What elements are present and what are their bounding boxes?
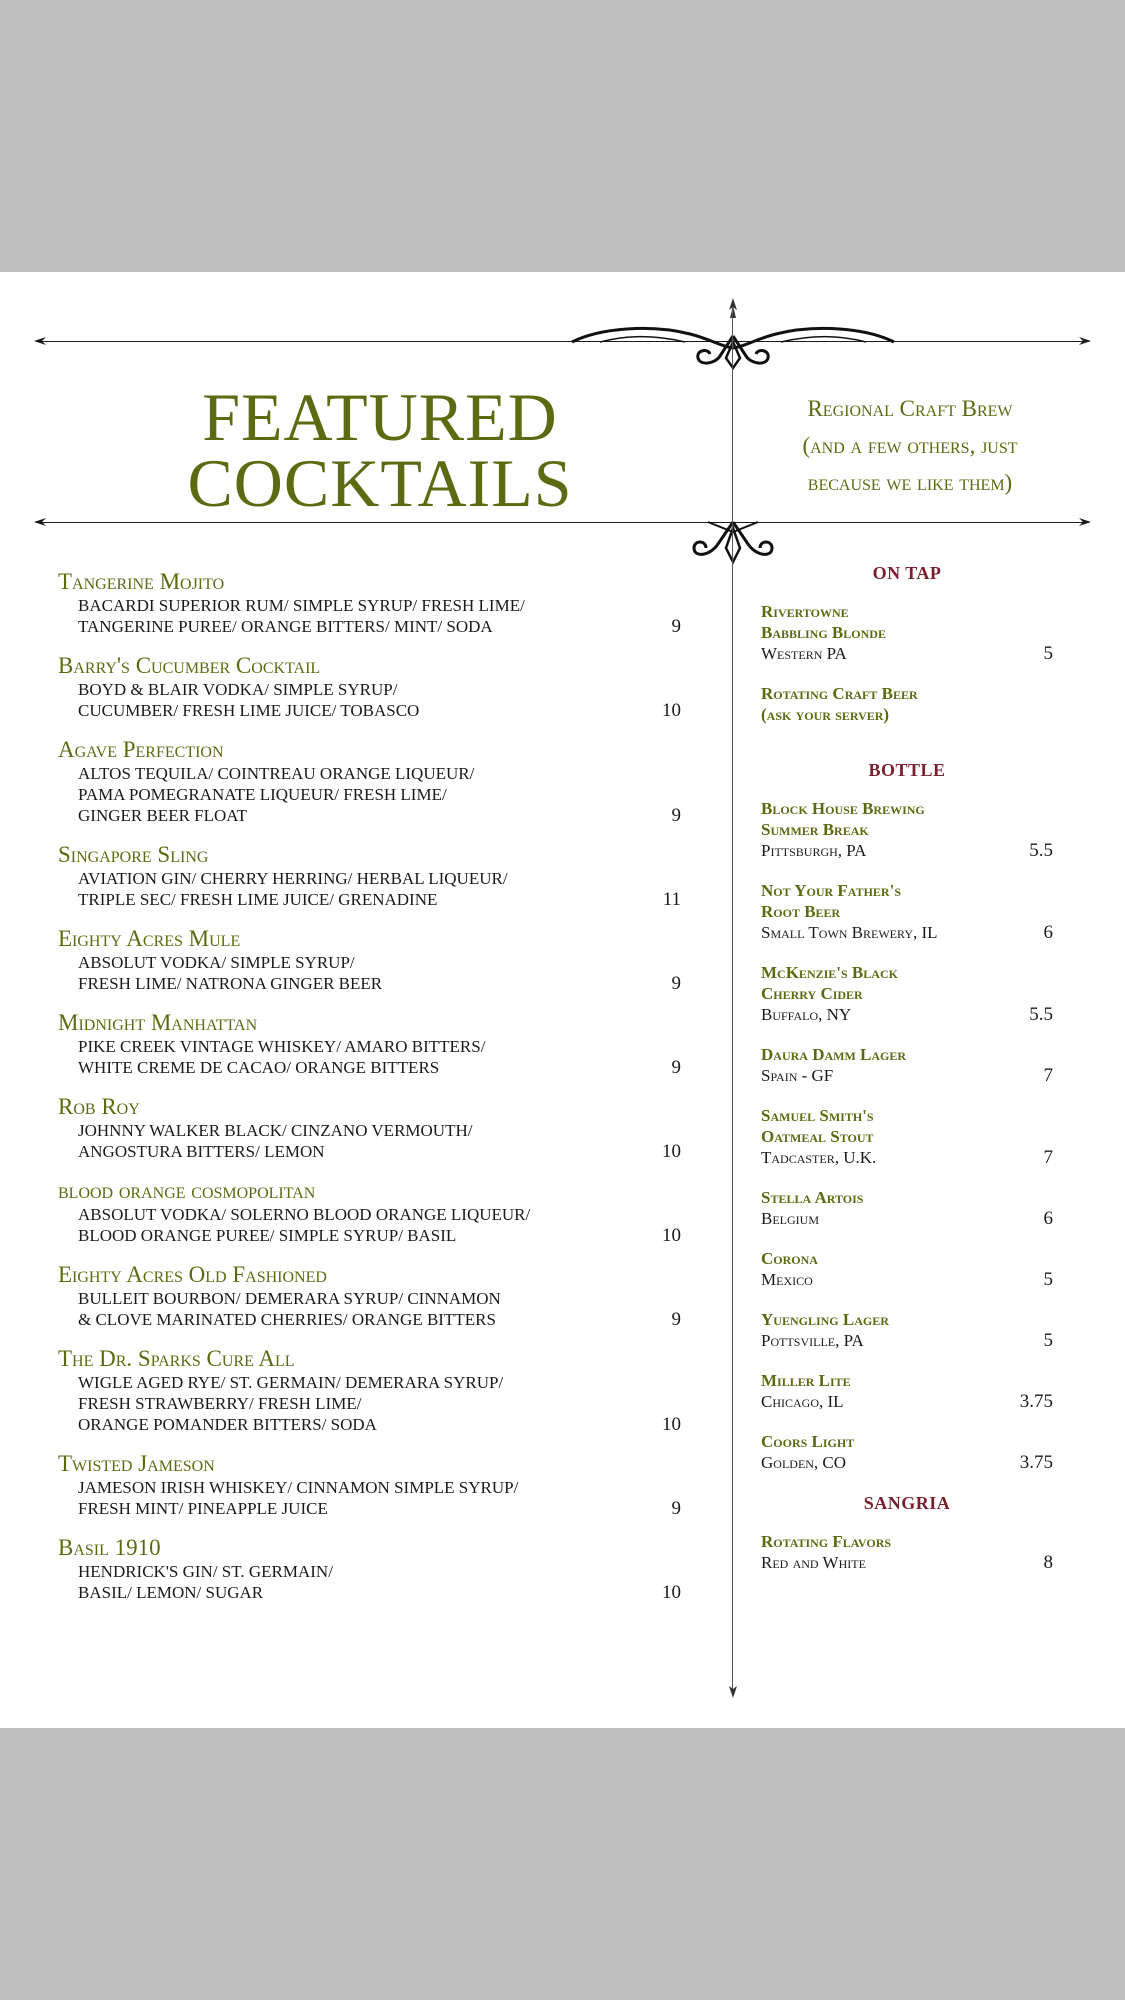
cocktail-ingredients: ABSOLUT VODKA/ SIMPLE SYRUP/: [78, 953, 355, 972]
beer-name: Rotating Flavors: [761, 1532, 892, 1551]
beer-item: [761, 880, 1053, 943]
cocktail-item: [58, 1009, 683, 1078]
cocktail-ingredients: WIGLE AGED RYE/ ST. GERMAIN/ DEMERARA SYRUP/: [78, 1373, 504, 1392]
cocktail-item: [58, 1093, 683, 1162]
cocktail-name: The Dr. Sparks Cure All: [58, 1346, 295, 1371]
arrow-right-ornament-icon: [1079, 337, 1091, 345]
cocktail-price: 10: [662, 700, 681, 721]
beer-subtitle: [748, 390, 1072, 501]
cocktail-price: 9: [671, 616, 681, 637]
cocktail-ingredients: ORANGE POMANDER BITTERS/ SODA: [78, 1415, 377, 1434]
beer-name: (ask your server): [761, 705, 890, 724]
beer-origin: Pittsburgh, PA: [761, 841, 867, 860]
cocktail-item: [58, 1261, 683, 1330]
cocktail-ingredients: TANGERINE PUREE/ ORANGE BITTERS/ MINT/ SODA: [78, 617, 493, 636]
cocktail-name: Eighty Acres Mule: [58, 926, 241, 951]
cocktail-price: 9: [671, 973, 681, 994]
beer-price: 5.5: [1029, 1004, 1053, 1025]
cocktail-item: [58, 925, 683, 994]
cocktail-item: [58, 841, 683, 910]
column-divider-line: [732, 302, 733, 1692]
cocktail-name: Rob Roy: [58, 1094, 140, 1119]
flourish-top-icon: [560, 306, 910, 376]
cocktail-name: Barry's Cucumber Cocktail: [58, 653, 321, 678]
beer-name: Miller Lite: [761, 1371, 851, 1390]
cocktail-price: 9: [671, 1057, 681, 1078]
beer-item: [761, 1531, 1053, 1573]
cocktail-ingredients: & CLOVE MARINATED CHERRIES/ ORANGE BITTERS: [78, 1310, 496, 1329]
cocktail-list: [58, 568, 683, 1618]
cocktail-price: 10: [662, 1414, 681, 1435]
beer-name: Babbling Blonde: [761, 623, 886, 642]
beer-item: [761, 798, 1053, 861]
cocktail-ingredients: BULLEIT BOURBON/ DEMERARA SYRUP/ CINNAMON: [78, 1289, 501, 1308]
cocktail-item: [58, 652, 683, 721]
cocktail-name: Tangerine Mojito: [58, 569, 225, 594]
cocktail-price: 10: [662, 1225, 681, 1246]
menu-page: [0, 272, 1125, 1728]
beer-price: 8: [1043, 1552, 1053, 1573]
beer-item: [761, 1248, 1053, 1290]
section-heading: BOTTLE: [868, 760, 946, 780]
cocktail-ingredients: PIKE CREEK VINTAGE WHISKEY/ AMARO BITTERS/: [78, 1037, 486, 1056]
cocktail-ingredients: TRIPLE SEC/ FRESH LIME JUICE/ GRENADINE: [78, 890, 438, 909]
beer-price: 3.75: [1019, 1452, 1053, 1473]
title-line-1: FEATURED: [202, 379, 558, 455]
beer-name: Rotating Craft Beer: [761, 684, 918, 703]
beer-item: [761, 962, 1053, 1025]
arrow-up-ornament-icon: [727, 298, 739, 310]
beer-name: Samuel Smith's: [761, 1106, 874, 1125]
beer-name: Coors Light: [761, 1432, 855, 1451]
subtitle-line-2: (and a few others, just: [802, 433, 1018, 458]
beer-name: Summer Break: [761, 820, 869, 839]
beer-name: Yuengling Lager: [761, 1310, 889, 1329]
beer-origin: Small Town Brewery, IL: [761, 923, 938, 942]
cocktail-item: [58, 1345, 683, 1435]
beer-origin: Golden, CO: [761, 1453, 847, 1472]
beer-origin: Spain - GF: [761, 1066, 834, 1085]
beer-item: [761, 1187, 1053, 1229]
beer-item: [761, 1105, 1053, 1168]
beer-name: Not Your Father's: [761, 881, 901, 900]
beer-list: [761, 562, 1053, 1592]
cocktail-ingredients: ANGOSTURA BITTERS/ LEMON: [78, 1142, 325, 1161]
cocktail-ingredients: JAMESON IRISH WHISKEY/ CINNAMON SIMPLE SYRUP/: [78, 1478, 519, 1497]
beer-item: [761, 1044, 1053, 1086]
cocktail-name: Midnight Manhattan: [58, 1010, 258, 1035]
cocktail-ingredients: FRESH LIME/ NATRONA GINGER BEER: [78, 974, 383, 993]
cocktail-name: Basil 1910: [58, 1535, 161, 1560]
beer-origin: Pottsville, PA: [761, 1331, 864, 1350]
cocktail-item: [58, 1534, 683, 1603]
cocktail-name: Agave Perfection: [58, 737, 224, 762]
page-title: [60, 379, 700, 521]
beer-name: Block House Brewing: [761, 799, 925, 818]
cocktail-ingredients: JOHNNY WALKER BLACK/ CINZANO VERMOUTH/: [78, 1121, 473, 1140]
beer-origin: Red and White: [761, 1553, 866, 1572]
beer-item: [761, 683, 1053, 725]
cocktail-ingredients: FRESH MINT/ PINEAPPLE JUICE: [78, 1499, 328, 1518]
section-heading: ON TAP: [872, 563, 942, 583]
cocktail-ingredients: ABSOLUT VODKA/ SOLERNO BLOOD ORANGE LIQUEUR/: [78, 1205, 531, 1224]
cocktail-ingredients: CUCUMBER/ FRESH LIME JUICE/ TOBASCO: [78, 701, 420, 720]
arrow-down-ornament-icon: [727, 1686, 739, 1698]
cocktail-price: 9: [671, 805, 681, 826]
beer-price: 3.75: [1019, 1391, 1053, 1412]
beer-item: [761, 1431, 1053, 1473]
subtitle-line-3: because we like them): [807, 470, 1013, 495]
beer-origin: Buffalo, NY: [761, 1005, 852, 1024]
cocktail-item: [58, 568, 683, 637]
cocktail-ingredients: PAMA POMEGRANATE LIQUEUR/ FRESH LIME/: [78, 785, 447, 804]
beer-price: 6: [1043, 1208, 1053, 1229]
beer-name: McKenzie's Black: [761, 963, 898, 982]
cocktail-ingredients: BLOOD ORANGE PUREE/ SIMPLE SYRUP/ BASIL: [78, 1226, 457, 1245]
beer-origin: Mexico: [761, 1270, 813, 1289]
section-heading: SANGRIA: [863, 1493, 951, 1513]
cocktail-ingredients: BACARDI SUPERIOR RUM/ SIMPLE SYRUP/ FRESH LIME/: [78, 596, 525, 615]
cocktail-price: 11: [662, 889, 681, 910]
beer-price: 5: [1043, 1330, 1053, 1351]
cocktail-price: 9: [671, 1498, 681, 1519]
beer-name: Cherry Cider: [761, 984, 863, 1003]
beer-name: Root Beer: [761, 902, 841, 921]
cocktail-ingredients: FRESH STRAWBERRY/ FRESH LIME/: [78, 1394, 362, 1413]
beer-price: 7: [1043, 1065, 1053, 1086]
beer-price: 5.5: [1029, 840, 1053, 861]
beer-item: [761, 601, 1053, 664]
cocktail-ingredients: GINGER BEER FLOAT: [78, 806, 248, 825]
subtitle-line-1: Regional Craft Brew: [807, 396, 1013, 421]
cocktail-item: [58, 736, 683, 826]
arrow-left-ornament-icon: [34, 518, 46, 526]
cocktail-ingredients: HENDRICK'S GIN/ ST. GERMAIN/: [78, 1562, 333, 1581]
arrow-left-ornament-icon: [34, 337, 46, 345]
beer-origin: Western PA: [761, 644, 847, 663]
arrow-right-ornament-icon: [1079, 518, 1091, 526]
beer-origin: Belgium: [761, 1209, 819, 1228]
cocktail-name: Eighty Acres Old Fashioned: [58, 1262, 327, 1287]
title-line-2: COCKTAILS: [187, 445, 573, 521]
cocktail-ingredients: BASIL/ LEMON/ SUGAR: [78, 1583, 264, 1602]
cocktail-price: 10: [662, 1582, 681, 1603]
beer-item: [761, 1370, 1053, 1412]
beer-name: Stella Artois: [761, 1188, 864, 1207]
cocktail-ingredients: BOYD & BLAIR VODKA/ SIMPLE SYRUP/: [78, 680, 398, 699]
beer-price: 5: [1043, 643, 1053, 664]
beer-price: 7: [1043, 1147, 1053, 1168]
beer-name: Daura Damm Lager: [761, 1045, 907, 1064]
cocktail-item: [58, 1450, 683, 1519]
cocktail-name: Singapore Sling: [58, 842, 209, 867]
beer-name: Oatmeal Stout: [761, 1127, 874, 1146]
middle-divider-line: [36, 522, 1089, 523]
cocktail-price: 9: [671, 1309, 681, 1330]
beer-name: Corona: [761, 1249, 818, 1268]
beer-item: [761, 1309, 1053, 1351]
beer-price: 6: [1043, 922, 1053, 943]
cocktail-ingredients: AVIATION GIN/ CHERRY HERRING/ HERBAL LIQUEUR/: [78, 869, 508, 888]
cocktail-name: Twisted Jameson: [58, 1451, 215, 1476]
beer-origin: Tadcaster, U.K.: [761, 1148, 877, 1167]
cocktail-ingredients: ALTOS TEQUILA/ COINTREAU ORANGE LIQUEUR/: [78, 764, 475, 783]
cocktail-ingredients: WHITE CREME DE CACAO/ ORANGE BITTERS: [78, 1058, 440, 1077]
cocktail-price: 10: [662, 1141, 681, 1162]
beer-origin: Chicago, IL: [761, 1392, 844, 1411]
cocktail-name: blood orange cosmopolitan: [58, 1178, 316, 1203]
cocktail-item: [58, 1177, 683, 1246]
beer-name: Rivertowne: [761, 602, 849, 621]
beer-price: 5: [1043, 1269, 1053, 1290]
